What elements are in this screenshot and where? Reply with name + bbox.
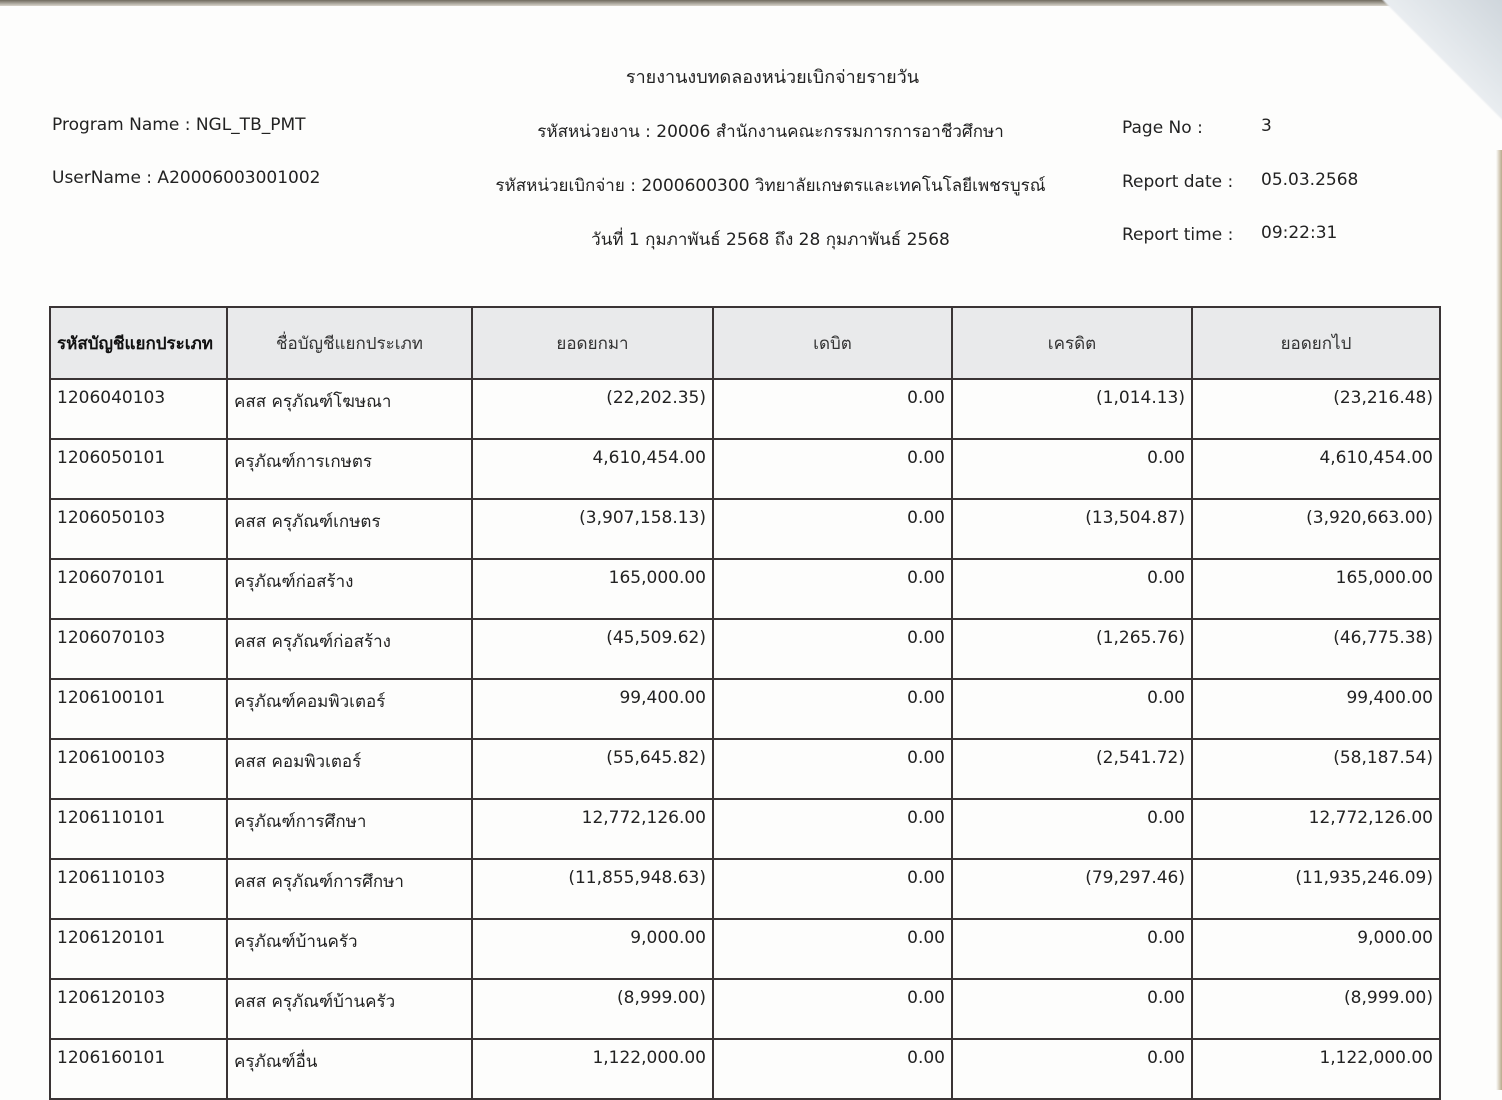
account-name: ครุภัณฑ์บ้านครัว — [227, 919, 472, 979]
account-code: 1206110101 — [50, 799, 227, 859]
table-row — [50, 379, 1440, 439]
opening-balance: 9,000.00 — [472, 919, 713, 979]
paper-right-edge — [1496, 150, 1502, 1090]
table-row — [50, 499, 1440, 559]
report-date-value: 05.03.2568 — [1261, 170, 1359, 190]
username: UserName : A20006003001002 — [52, 168, 321, 188]
credit: (1,265.76) — [952, 619, 1192, 679]
table-header-row — [50, 307, 1440, 379]
debit: 0.00 — [713, 619, 952, 679]
table-row — [50, 979, 1440, 1039]
opening-balance: 99,400.00 — [472, 679, 713, 739]
debit: 0.00 — [713, 919, 952, 979]
table-row — [50, 559, 1440, 619]
page-number-label: Page No : — [1122, 118, 1203, 138]
account-code: 1206160101 — [50, 1039, 227, 1099]
agency-code: รหัสหน่วยงาน : 20006 สำนักงานคณะกรรมการการอาชีวศึกษา — [537, 122, 1004, 142]
debit: 0.00 — [713, 979, 952, 1039]
table-row — [50, 439, 1440, 499]
debit: 0.00 — [713, 799, 952, 859]
debit: 0.00 — [713, 1039, 952, 1099]
closing-balance: 12,772,126.00 — [1192, 799, 1440, 859]
closing-balance: (8,999.00) — [1192, 979, 1440, 1039]
account-name: คสส ครุภัณฑ์บ้านครัว — [227, 979, 472, 1039]
opening-balance: (45,509.62) — [472, 619, 713, 679]
credit: (13,504.87) — [952, 499, 1192, 559]
opening-balance: 1,122,000.00 — [472, 1039, 713, 1099]
debit: 0.00 — [713, 439, 952, 499]
column-header-closing-balance: ยอดยกไป — [1192, 307, 1440, 379]
program-name: Program Name : NGL_TB_PMT — [52, 115, 306, 135]
closing-balance: (3,920,663.00) — [1192, 499, 1440, 559]
closing-balance: 1,122,000.00 — [1192, 1039, 1440, 1099]
account-name: ครุภัณฑ์ก่อสร้าง — [227, 559, 472, 619]
closing-balance: 4,610,454.00 — [1192, 439, 1440, 499]
opening-balance: (55,645.82) — [472, 739, 713, 799]
credit: (2,541.72) — [952, 739, 1192, 799]
account-code: 1206040103 — [50, 379, 227, 439]
closing-balance: 9,000.00 — [1192, 919, 1440, 979]
table-row — [50, 1039, 1440, 1099]
table-row — [50, 799, 1440, 859]
credit: (79,297.46) — [952, 859, 1192, 919]
disbursing-unit: รหัสหน่วยเบิกจ่าย : 2000600300 วิทยาลัยเกษตรและเทคโนโลยีเพชรบูรณ์ — [495, 176, 1046, 196]
account-code: 1206110103 — [50, 859, 227, 919]
credit: 0.00 — [952, 979, 1192, 1039]
account-code: 1206120101 — [50, 919, 227, 979]
debit: 0.00 — [713, 379, 952, 439]
page-number-value: 3 — [1261, 116, 1272, 136]
account-name: ครุภัณฑ์การเกษตร — [227, 439, 472, 499]
report-period: วันที่ 1 กุมภาพันธ์ 2568 ถึง 28 กุมภาพันธ์ 2568 — [591, 230, 950, 250]
opening-balance: 12,772,126.00 — [472, 799, 713, 859]
paper-top-edge — [0, 0, 1502, 6]
account-code: 1206070101 — [50, 559, 227, 619]
account-code: 1206050103 — [50, 499, 227, 559]
column-header-debit: เดบิต — [713, 307, 952, 379]
closing-balance: (23,216.48) — [1192, 379, 1440, 439]
closing-balance: (46,775.38) — [1192, 619, 1440, 679]
closing-balance: 165,000.00 — [1192, 559, 1440, 619]
account-name: คสส ครุภัณฑ์การศึกษา — [227, 859, 472, 919]
report-date-label: Report date : — [1122, 172, 1234, 192]
opening-balance: (11,855,948.63) — [472, 859, 713, 919]
report-title: รายงานงบทดลองหน่วยเบิกจ่ายรายวัน — [625, 67, 920, 88]
account-code: 1206070103 — [50, 619, 227, 679]
table-row — [50, 679, 1440, 739]
opening-balance: (3,907,158.13) — [472, 499, 713, 559]
account-name: คสส ครุภัณฑ์ก่อสร้าง — [227, 619, 472, 679]
account-name: ครุภัณฑ์อื่น — [227, 1039, 472, 1099]
debit: 0.00 — [713, 559, 952, 619]
table-row — [50, 619, 1440, 679]
account-name: คสส ครุภัณฑ์โฆษณา — [227, 379, 472, 439]
column-header-credit: เครดิต — [952, 307, 1192, 379]
account-name: ครุภัณฑ์คอมพิวเตอร์ — [227, 679, 472, 739]
report-time-label: Report time : — [1122, 225, 1234, 245]
account-code: 1206050101 — [50, 439, 227, 499]
credit: (1,014.13) — [952, 379, 1192, 439]
account-name: ครุภัณฑ์การศึกษา — [227, 799, 472, 859]
debit: 0.00 — [713, 859, 952, 919]
opening-balance: 4,610,454.00 — [472, 439, 713, 499]
credit: 0.00 — [952, 919, 1192, 979]
credit: 0.00 — [952, 799, 1192, 859]
credit: 0.00 — [952, 1039, 1192, 1099]
opening-balance: 165,000.00 — [472, 559, 713, 619]
closing-balance: 99,400.00 — [1192, 679, 1440, 739]
table-row — [50, 859, 1440, 919]
column-header-opening-balance: ยอดยกมา — [472, 307, 713, 379]
closing-balance: (11,935,246.09) — [1192, 859, 1440, 919]
column-header-account-code: รหัสบัญชีแยกประเภท — [50, 307, 227, 379]
trial-balance-table — [49, 306, 1441, 1100]
opening-balance: (8,999.00) — [472, 979, 713, 1039]
credit: 0.00 — [952, 559, 1192, 619]
table-row — [50, 739, 1440, 799]
debit: 0.00 — [713, 499, 952, 559]
debit: 0.00 — [713, 739, 952, 799]
credit: 0.00 — [952, 679, 1192, 739]
account-code: 1206100101 — [50, 679, 227, 739]
table-row — [50, 919, 1440, 979]
debit: 0.00 — [713, 679, 952, 739]
closing-balance: (58,187.54) — [1192, 739, 1440, 799]
account-code: 1206100103 — [50, 739, 227, 799]
opening-balance: (22,202.35) — [472, 379, 713, 439]
account-name: คสส ครุภัณฑ์เกษตร — [227, 499, 472, 559]
credit: 0.00 — [952, 439, 1192, 499]
account-code: 1206120103 — [50, 979, 227, 1039]
report-time-value: 09:22:31 — [1261, 223, 1338, 243]
column-header-account-name: ชื่อบัญชีแยกประเภท — [227, 307, 472, 379]
account-name: คสส คอมพิวเตอร์ — [227, 739, 472, 799]
